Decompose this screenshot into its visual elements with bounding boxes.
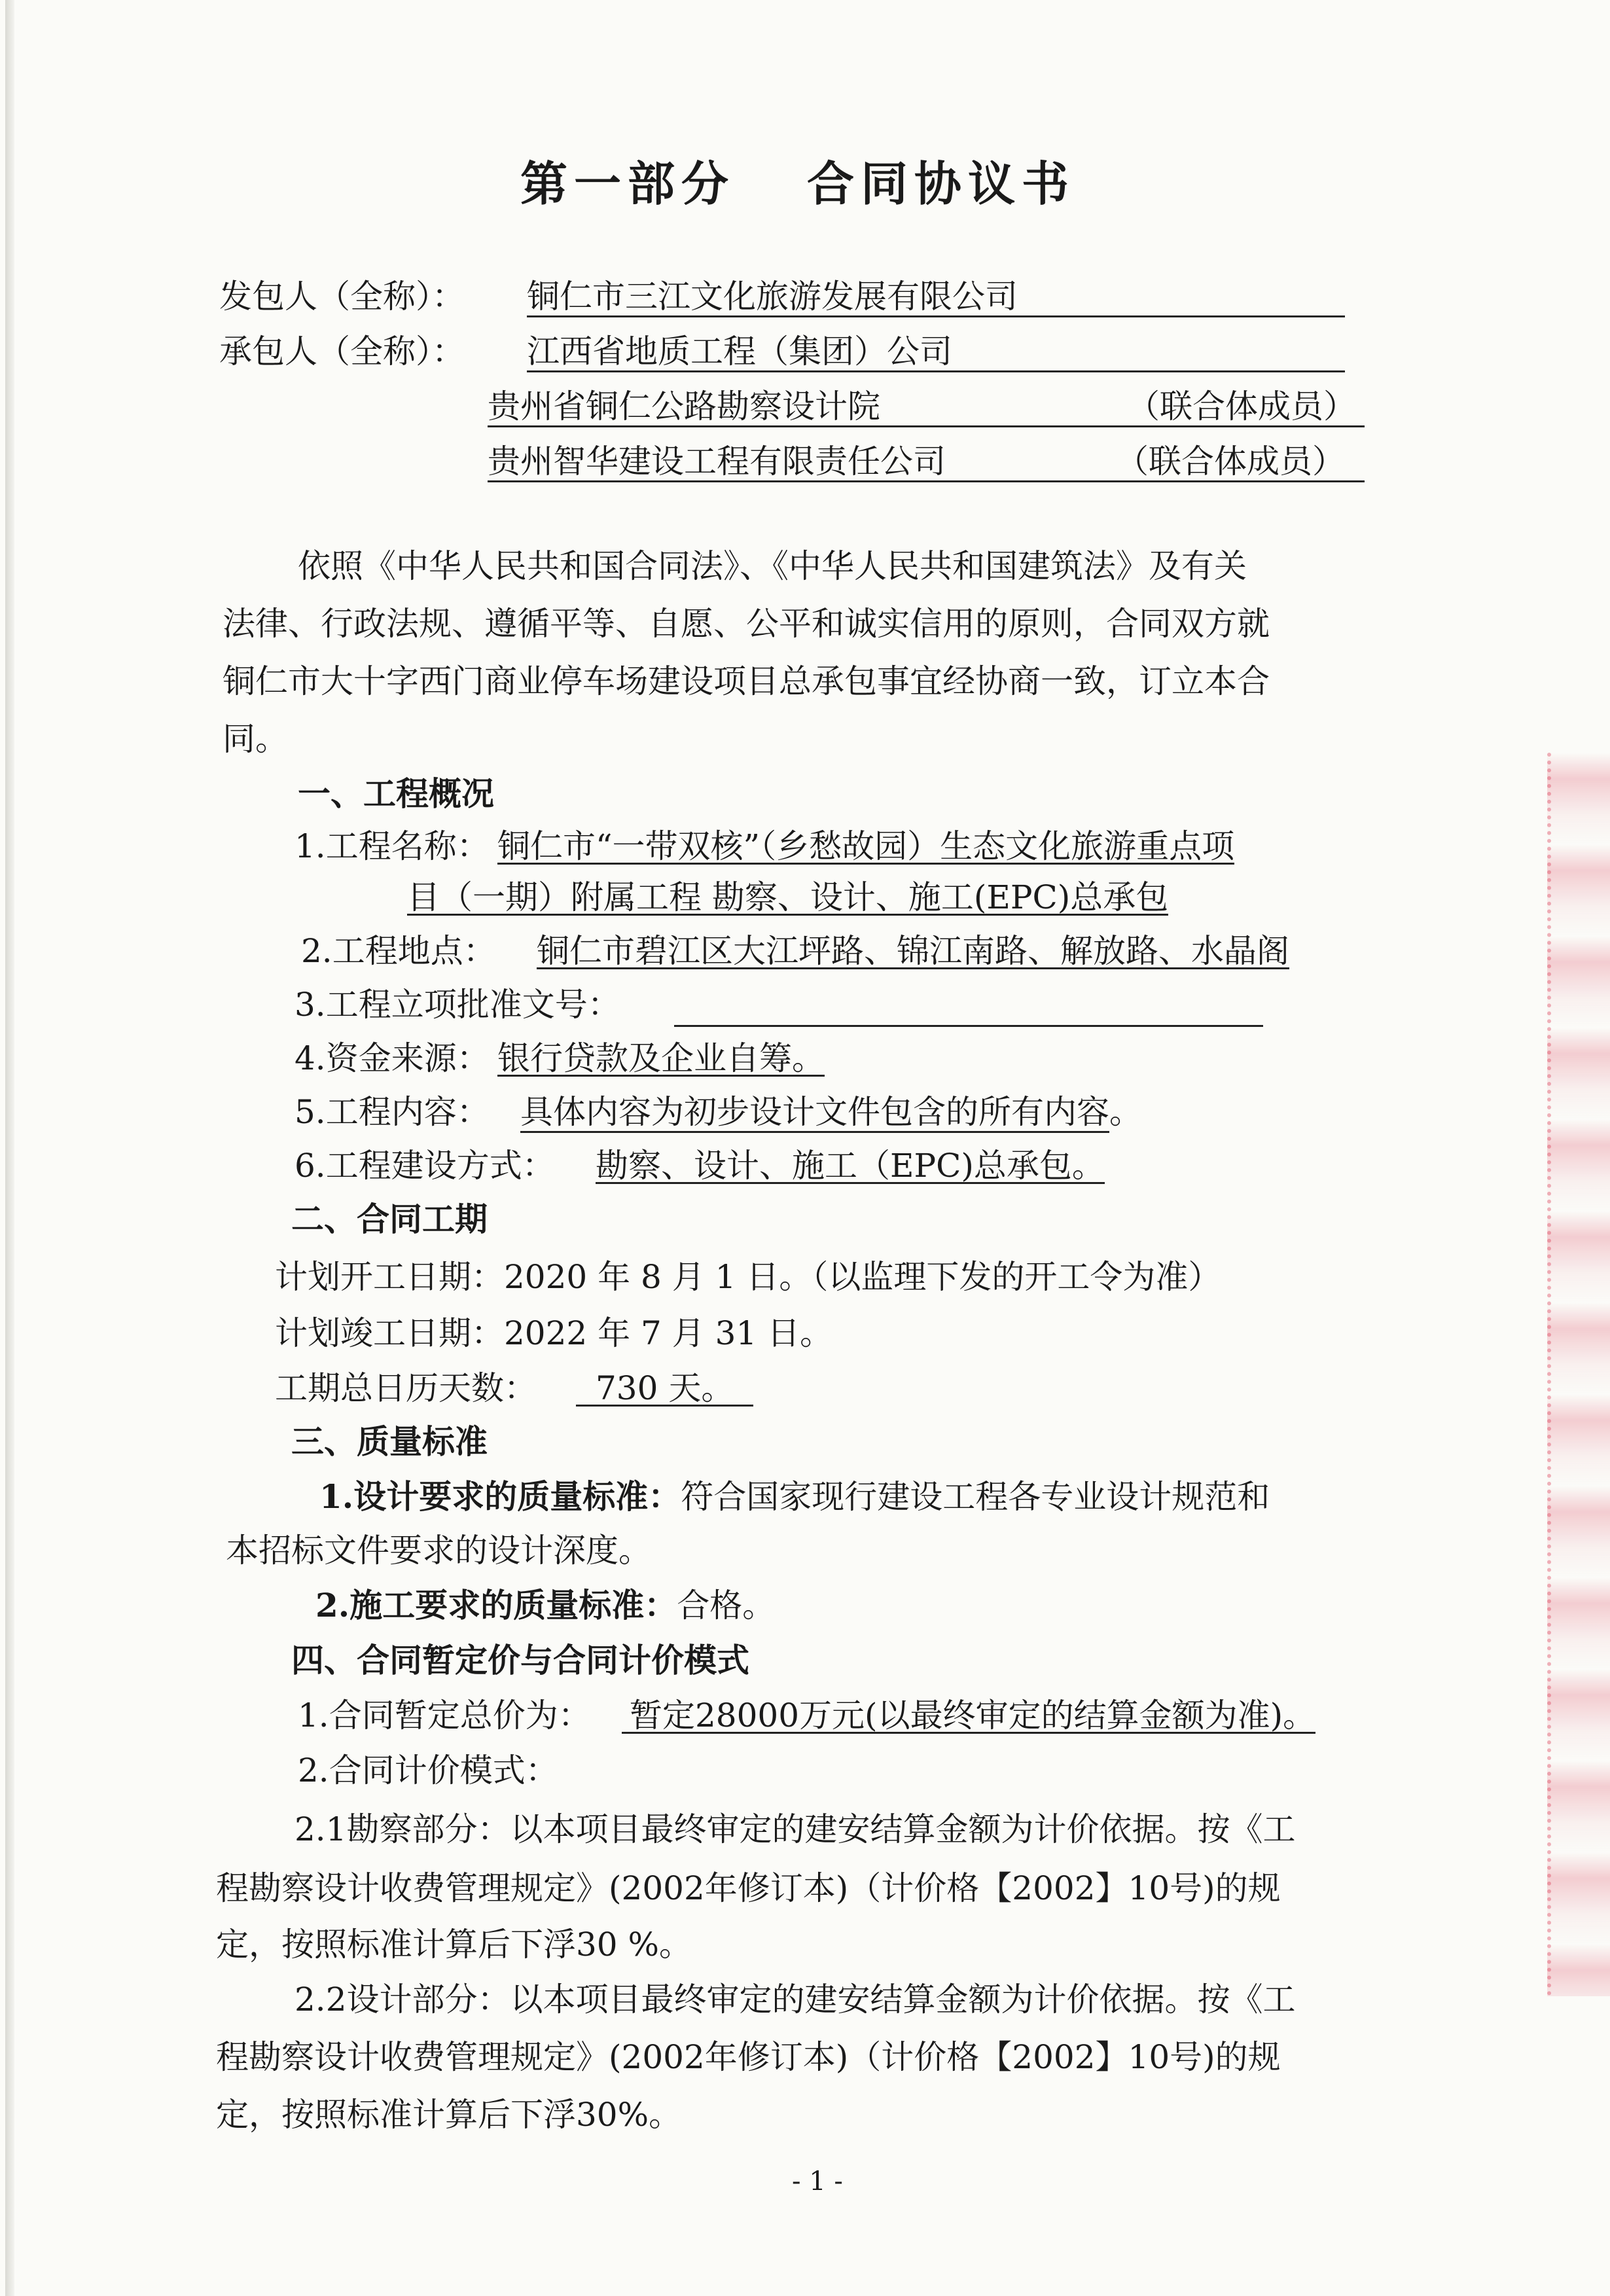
total-duration-value: 730 天。 — [576, 1372, 753, 1407]
consortium-note-2: （联合体成员） — [1116, 442, 1345, 480]
section-heading-overview: 一、工程概况 — [298, 774, 494, 813]
project-content-value — [520, 1093, 1142, 1131]
design-quality-value: 符合国家现行建设工程各专业设计规范和 — [681, 1478, 1270, 1516]
contractor-underline-2 — [488, 425, 1365, 427]
contractor-underline-1 — [527, 370, 1345, 372]
design-pricing-line-1: 2.2设计部分：以本项目最终审定的建安结算金额为计价依据。按《工 — [295, 1981, 1296, 2018]
pricing-mode-label: 2.合同计价模式： — [298, 1751, 558, 1789]
section-heading-schedule: 二、合同工期 — [291, 1200, 488, 1238]
contractor-name-member-1: 贵州省铜仁公路勘察设计院 — [488, 387, 880, 425]
contract-price-value: 暂定28000万元(以最终审定的结算金额为准)。 — [622, 1699, 1315, 1734]
employer-name: 铜仁市三江文化旅游发展有限公司 — [527, 278, 1018, 315]
contractor-label: 承包人（全称）： — [219, 332, 465, 370]
project-location-label: 2.工程地点： — [301, 932, 496, 970]
planned-start-date: 计划开工日期：2020 年 8 月 1 日。（以监理下发的开工令为准） — [275, 1258, 1221, 1296]
design-quality-label: 1.设计要求的质量标准： — [319, 1477, 681, 1516]
contractor-name-member-2: 贵州智华建设工程有限责任公司 — [488, 442, 946, 480]
contractor-name-lead: 江西省地质工程（集团）公司 — [527, 332, 952, 370]
consortium-note-1: （联合体成员） — [1127, 387, 1356, 425]
survey-pricing-line-3: 定，按照标准计算后下浮30 %。 — [216, 1926, 692, 1964]
total-duration-label: 工期总日历天数： — [275, 1369, 537, 1407]
survey-pricing-line-2: 程勘察设计收费管理规定》(2002年修订本)（计价格【2002】10号)的规 — [216, 1869, 1281, 1907]
intro-line-3: 铜仁市大十字西门商业停车场建设项目总承包事宜经协商一致，订立本合 — [223, 662, 1270, 700]
page-number: - 1 - — [792, 2166, 843, 2197]
project-name-label: 1.工程名称： — [295, 827, 490, 865]
design-pricing-line-2: 程勘察设计收费管理规定》(2002年修订本)（计价格【2002】10号)的规 — [216, 2038, 1281, 2076]
project-location-value: 铜仁市碧江区大江坪路、锦江南路、解放路、水晶阁 — [537, 932, 1289, 970]
approval-number-blank — [674, 1025, 1263, 1027]
approval-number-label: 3.工程立项批准文号： — [295, 986, 620, 1024]
employer-label: 发包人（全称）： — [219, 278, 465, 315]
survey-pricing-line-1: 2.1勘察部分：以本项目最终审定的建安结算金额为计价依据。按《工 — [295, 1810, 1296, 1848]
contractor-underline-3 — [488, 480, 1365, 482]
construction-quality-value: 合格。 — [677, 1587, 776, 1624]
project-name-value-cont: 目（一期）附属工程 勘察、设计、施工(EPC)总承包 — [407, 878, 1169, 916]
intro-line-4: 同。 — [223, 720, 288, 758]
funding-source-value: 银行贷款及企业自筹。 — [497, 1039, 825, 1077]
planned-completion-date: 计划竣工日期：2022 年 7 月 31 日。 — [275, 1314, 833, 1352]
construction-mode-label: 6.工程建设方式： — [295, 1147, 555, 1185]
page-title: 第一部分 合同协议书 — [520, 156, 1076, 211]
construction-quality-label: 2.施工要求的质量标准： — [315, 1586, 677, 1624]
design-pricing-line-3: 定，按照标准计算后下浮30%。 — [216, 2096, 682, 2134]
project-name-value: 铜仁市“一带双核”（乡愁故园）生态文化旅游重点项 — [497, 827, 1235, 865]
seal-stamp-edge — [1547, 753, 1610, 1996]
construction-mode-value: 勘察、设计、施工（EPC)总承包。 — [596, 1147, 1105, 1185]
project-content-end: 。 — [1109, 1093, 1142, 1131]
design-quality-value-cont: 本招标文件要求的设计深度。 — [226, 1532, 651, 1570]
project-content-label: 5.工程内容： — [295, 1093, 490, 1131]
section-heading-pricing: 四、合同暂定价与合同计价模式 — [291, 1641, 749, 1679]
intro-line-1: 依照《中华人民共和国合同法》、《中华人民共和国建筑法》及有关 — [298, 547, 1247, 585]
funding-source-label: 4.资金来源： — [295, 1039, 490, 1077]
page-edge — [5, 0, 14, 2296]
section-heading-quality: 三、质量标准 — [291, 1422, 488, 1461]
intro-line-2: 法律、行政法规、遵循平等、自愿、公平和诚实信用的原则，合同双方就 — [223, 605, 1270, 643]
contract-price-label: 1.合同暂定总价为： — [298, 1696, 591, 1734]
project-content-text: 具体内容为初步设计文件包含的所有内容 — [520, 1093, 1109, 1133]
employer-underline — [527, 315, 1345, 317]
